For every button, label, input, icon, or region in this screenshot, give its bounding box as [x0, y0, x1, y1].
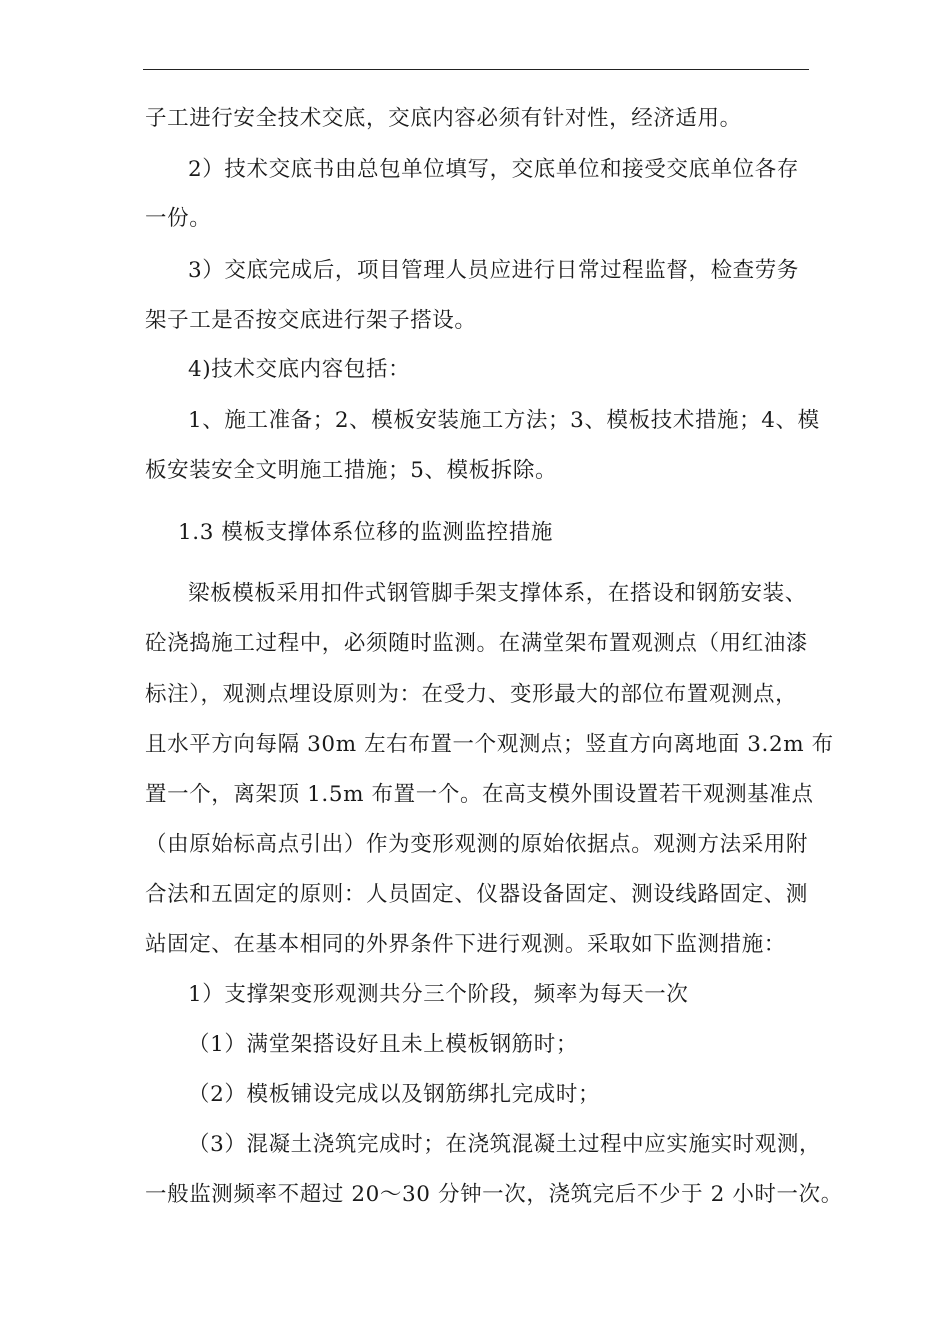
body-line: （由原始标高点引出）作为变形观测的原始依据点。观测方法采用附 [145, 832, 809, 857]
body-line: 置一个，离架顶 1.5m 布置一个。在高支模外围设置若干观测基准点 [145, 782, 814, 807]
body-line: 板安装安全文明施工措施；5、模板拆除。 [145, 458, 558, 483]
header-rule [143, 69, 809, 70]
body-line: 一般监测频率不超过 20～30 分钟一次，浇筑完后不少于 2 小时一次。 [145, 1182, 843, 1207]
body-line: 1）支撑架变形观测共分三个阶段，频率为每天一次 [188, 982, 689, 1007]
body-line: 合法和五固定的原则：人员固定、仪器设备固定、测设线路固定、测 [145, 882, 809, 907]
section-heading: 1.3 模板支撑体系位移的监测监控措施 [178, 520, 553, 545]
body-line: 站固定、在基本相同的外界条件下进行观测。采取如下监测措施： [145, 932, 786, 957]
body-line: 子工进行安全技术交底，交底内容必须有针对性，经济适用。 [145, 106, 742, 131]
body-line: 4)技术交底内容包括： [188, 357, 411, 382]
body-line: （1）满堂架搭设好且未上模板钢筋时； [188, 1032, 578, 1057]
body-line: 2）技术交底书由总包单位填写，交底单位和接受交底单位各存 [188, 157, 799, 182]
body-line: 砼浇捣施工过程中，必须随时监测。在满堂架布置观测点（用红油漆 [145, 631, 809, 656]
body-line: 梁板模板采用扣件式钢管脚手架支撑体系，在搭设和钢筋安装、 [188, 581, 807, 606]
body-line: 标注），观测点埋设原则为：在受力、变形最大的部位布置观测点， [145, 682, 798, 707]
body-line: 且水平方向每隔 30m 左右布置一个观测点；竖直方向离地面 3.2m 布 [145, 732, 834, 757]
body-line: 一份。 [145, 206, 212, 231]
body-line: 架子工是否按交底进行架子搭设。 [145, 308, 477, 333]
body-line: （3）混凝土浇筑完成时；在浇筑混凝土过程中应实施实时观测， [188, 1132, 822, 1157]
body-line: 3）交底完成后，项目管理人员应进行日常过程监督，检查劳务 [188, 258, 799, 283]
body-line: 1、施工准备；2、模板安装施工方法；3、模板技术措施；4、模 [188, 408, 820, 433]
body-line: （2）模板铺设完成以及钢筋绑扎完成时； [188, 1082, 601, 1107]
